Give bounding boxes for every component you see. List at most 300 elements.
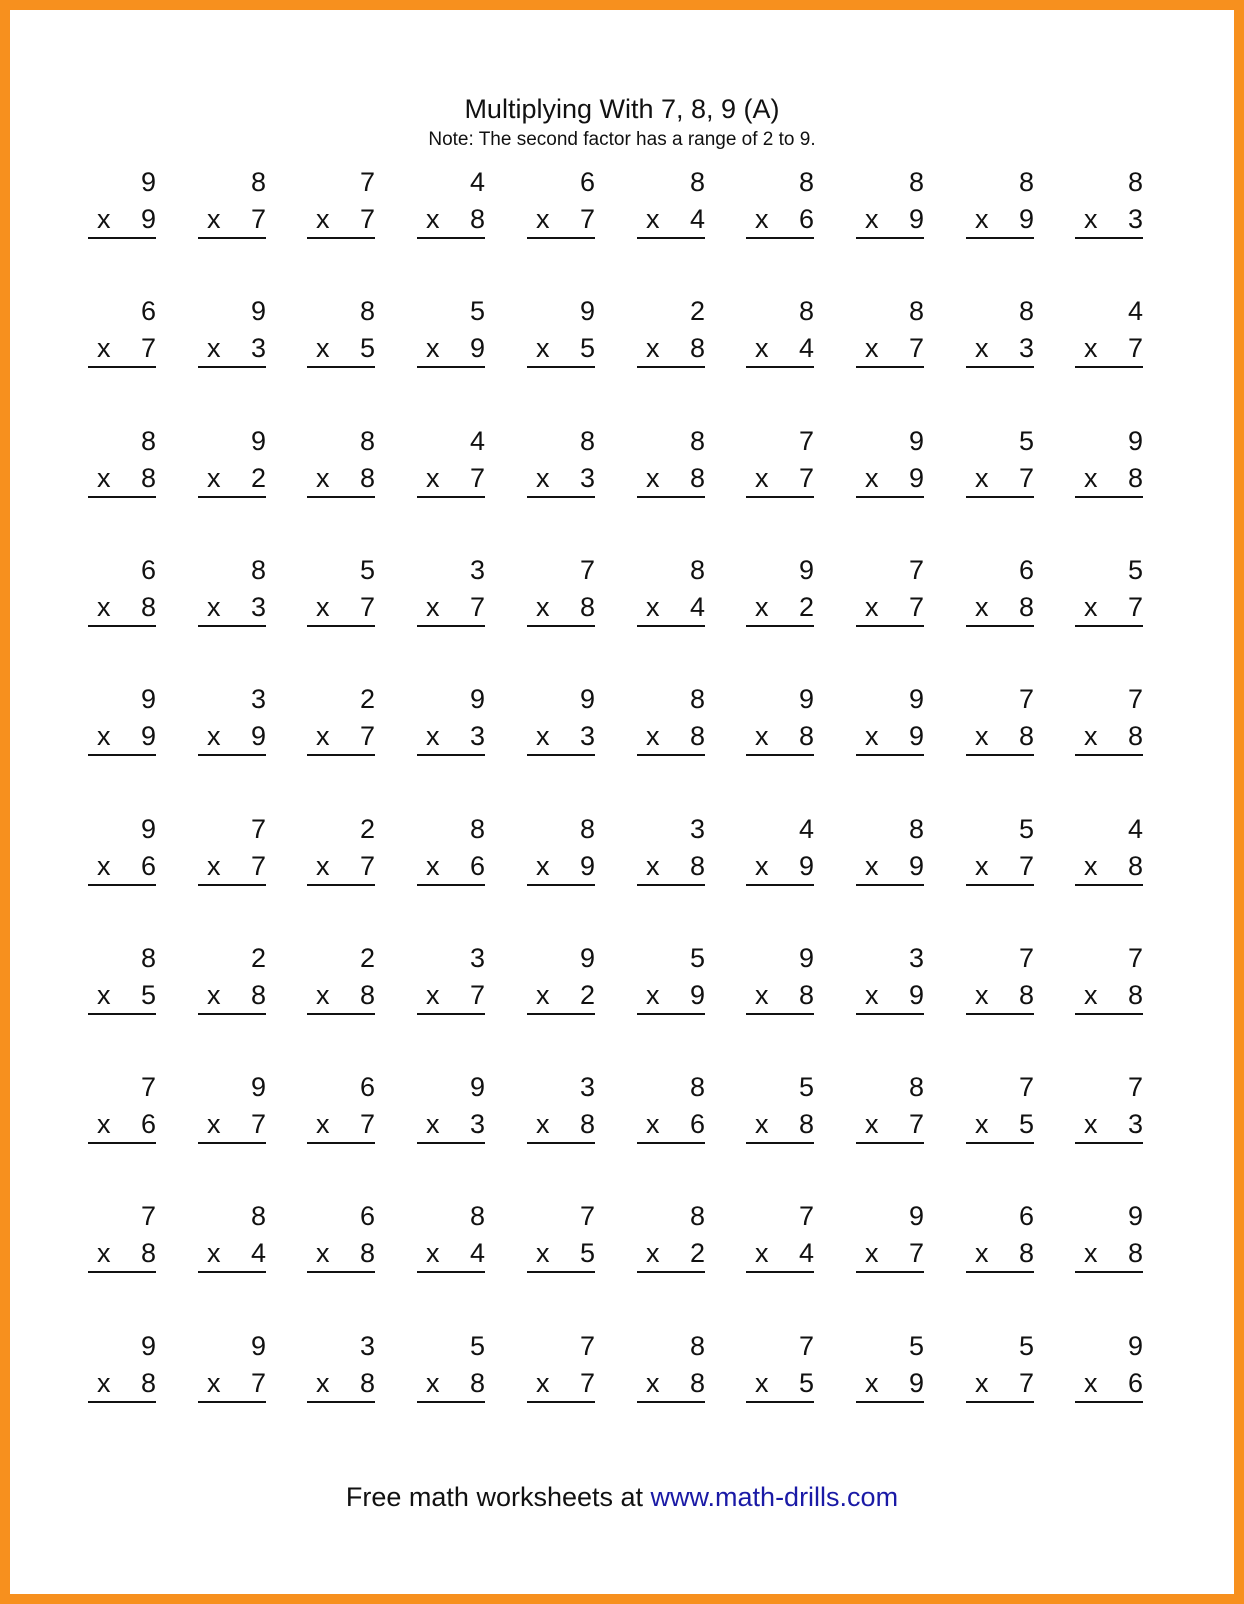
footer (10, 1480, 1234, 1514)
answer-line (637, 884, 705, 886)
problem-operator: x (1084, 721, 1098, 751)
problem-operator: x (755, 1238, 769, 1268)
problem-first-factor: 7 (798, 1331, 814, 1361)
problem-first-factor: 7 (798, 426, 814, 456)
problem (1075, 682, 1143, 756)
problem-second-factor: 7 (908, 1238, 924, 1268)
problem (856, 1070, 924, 1144)
problem-second-factor: 3 (1018, 333, 1034, 363)
answer-line (746, 1142, 814, 1144)
problem-operator: x (316, 592, 330, 622)
problem-second-factor: 5 (140, 980, 156, 1010)
problem-first-factor: 7 (140, 1072, 156, 1102)
answer-line (746, 1271, 814, 1273)
problem-operator: x (646, 1109, 660, 1139)
problem-first-factor: 5 (469, 1331, 485, 1361)
problem-first-factor: 9 (908, 684, 924, 714)
problem-first-factor: 8 (250, 555, 266, 585)
problem (966, 1329, 1034, 1403)
problem-operator: x (426, 1368, 440, 1398)
problem (198, 1199, 266, 1273)
problem (637, 941, 705, 1015)
problem-second-factor: 7 (908, 1109, 924, 1139)
problem-first-factor: 5 (1018, 426, 1034, 456)
problem-operator: x (865, 1238, 879, 1268)
problem-second-factor: 5 (579, 1238, 595, 1268)
problem (307, 1199, 375, 1273)
answer-line (637, 237, 705, 239)
answer-line (417, 1271, 485, 1273)
problem (88, 1199, 156, 1273)
problem (856, 553, 924, 627)
problem (198, 1329, 266, 1403)
answer-line (527, 1271, 595, 1273)
problem-second-factor: 8 (579, 1109, 595, 1139)
problem-operator: x (975, 592, 989, 622)
problem-first-factor: 9 (140, 1331, 156, 1361)
problem-operator: x (646, 1368, 660, 1398)
problem (856, 294, 924, 368)
problem-first-factor: 5 (1018, 814, 1034, 844)
problem-operator: x (755, 980, 769, 1010)
answer-line (856, 496, 924, 498)
problem-operator: x (646, 980, 660, 1010)
problem (966, 941, 1034, 1015)
problem (307, 553, 375, 627)
problem-first-factor: 8 (689, 1072, 705, 1102)
answer-line (527, 496, 595, 498)
problem-second-factor: 7 (1127, 592, 1143, 622)
problem-first-factor: 9 (250, 1072, 266, 1102)
problem-second-factor: 3 (250, 592, 266, 622)
problem (637, 1329, 705, 1403)
problem-first-factor: 2 (250, 943, 266, 973)
answer-line (88, 237, 156, 239)
problem-second-factor: 7 (250, 851, 266, 881)
problem-operator: x (646, 592, 660, 622)
problem-first-factor: 8 (689, 1201, 705, 1231)
problem (198, 165, 266, 239)
problem-first-factor: 8 (798, 296, 814, 326)
answer-line (746, 625, 814, 627)
problem (88, 294, 156, 368)
problem-second-factor: 9 (140, 204, 156, 234)
answer-line (966, 1013, 1034, 1015)
problem-first-factor: 9 (798, 684, 814, 714)
problem (527, 553, 595, 627)
answer-line (746, 237, 814, 239)
problem (637, 424, 705, 498)
answer-line (966, 1271, 1034, 1273)
problem-operator: x (755, 721, 769, 751)
problem-first-factor: 9 (140, 814, 156, 844)
problem (966, 1070, 1034, 1144)
problem-second-factor: 5 (579, 333, 595, 363)
answer-line (856, 237, 924, 239)
answer-line (637, 496, 705, 498)
problem-second-factor: 9 (908, 980, 924, 1010)
problem (1075, 1070, 1143, 1144)
problem (966, 812, 1034, 886)
problem-second-factor: 7 (798, 463, 814, 493)
problem-second-factor: 7 (250, 1368, 266, 1398)
problem (417, 424, 485, 498)
problem-second-factor: 7 (359, 204, 375, 234)
problem-second-factor: 3 (469, 1109, 485, 1139)
problem (966, 682, 1034, 756)
problem (1075, 941, 1143, 1015)
problem-second-factor: 7 (1018, 1368, 1034, 1398)
problem-operator: x (207, 1368, 221, 1398)
problem-operator: x (755, 1368, 769, 1398)
problem-operator: x (316, 333, 330, 363)
answer-line (198, 754, 266, 756)
problem-first-factor: 9 (1127, 426, 1143, 456)
problem-first-factor: 8 (689, 426, 705, 456)
problem (527, 941, 595, 1015)
problem-first-factor: 6 (1018, 1201, 1034, 1231)
problem-second-factor: 9 (908, 1368, 924, 1398)
problem-second-factor: 9 (469, 333, 485, 363)
problem (417, 682, 485, 756)
problem-operator: x (536, 721, 550, 751)
problem-second-factor: 7 (469, 980, 485, 1010)
problem-second-factor: 8 (689, 1368, 705, 1398)
answer-line (88, 1142, 156, 1144)
problem-operator: x (975, 1368, 989, 1398)
problem-second-factor: 4 (798, 1238, 814, 1268)
problem-second-factor: 5 (1018, 1109, 1034, 1139)
problem-second-factor: 8 (1018, 1238, 1034, 1268)
problem-operator: x (536, 980, 550, 1010)
answer-line (198, 496, 266, 498)
problem-first-factor: 8 (689, 555, 705, 585)
problem (527, 682, 595, 756)
problem-operator: x (207, 721, 221, 751)
answer-line (1075, 1013, 1143, 1015)
problem-second-factor: 6 (689, 1109, 705, 1139)
problem (637, 1199, 705, 1273)
answer-line (746, 496, 814, 498)
problem (417, 165, 485, 239)
problem-operator: x (426, 721, 440, 751)
problem (527, 1070, 595, 1144)
problem-second-factor: 4 (689, 592, 705, 622)
problem-second-factor: 8 (689, 333, 705, 363)
problem-operator: x (316, 980, 330, 1010)
answer-line (88, 754, 156, 756)
problem-second-factor: 6 (140, 851, 156, 881)
problem (198, 294, 266, 368)
problem-operator: x (97, 851, 111, 881)
problem (527, 165, 595, 239)
problem (856, 165, 924, 239)
problem-second-factor: 7 (140, 333, 156, 363)
answer-line (527, 754, 595, 756)
problem (856, 424, 924, 498)
problem-first-factor: 8 (140, 943, 156, 973)
problem (88, 553, 156, 627)
problem-second-factor: 7 (1018, 463, 1034, 493)
answer-line (637, 754, 705, 756)
worksheet-title: Multiplying With 7, 8, 9 (A) (464, 94, 780, 124)
problem (1075, 1329, 1143, 1403)
problem (527, 294, 595, 368)
problem (198, 1070, 266, 1144)
problem-second-factor: 7 (1018, 851, 1034, 881)
answer-line (1075, 1401, 1143, 1403)
problem-first-factor: 6 (140, 555, 156, 585)
problem-second-factor: 9 (689, 980, 705, 1010)
problem-first-factor: 9 (908, 426, 924, 456)
problem-grid (10, 10, 1234, 1594)
problem (746, 682, 814, 756)
problem-operator: x (755, 333, 769, 363)
problem-operator: x (1084, 851, 1098, 881)
problem-operator: x (207, 1109, 221, 1139)
problem-first-factor: 7 (1127, 943, 1143, 973)
problem (856, 812, 924, 886)
problem-operator: x (316, 204, 330, 234)
problem-operator: x (426, 851, 440, 881)
answer-line (198, 1271, 266, 1273)
problem-second-factor: 5 (359, 333, 375, 363)
problem-operator: x (1084, 1368, 1098, 1398)
answer-line (856, 1401, 924, 1403)
problem (966, 424, 1034, 498)
problem-first-factor: 8 (579, 814, 595, 844)
problem-first-factor: 6 (1018, 555, 1034, 585)
problem (417, 812, 485, 886)
problem (637, 294, 705, 368)
problem-operator: x (755, 592, 769, 622)
problem-second-factor: 3 (1127, 1109, 1143, 1139)
problem-second-factor: 6 (1127, 1368, 1143, 1398)
problem-second-factor: 3 (579, 721, 595, 751)
problem-second-factor: 8 (140, 463, 156, 493)
answer-line (1075, 625, 1143, 627)
problem (198, 682, 266, 756)
answer-line (88, 366, 156, 368)
problem (417, 1070, 485, 1144)
problem-second-factor: 9 (798, 851, 814, 881)
problem-second-factor: 2 (250, 463, 266, 493)
answer-line (198, 237, 266, 239)
answer-line (417, 754, 485, 756)
problem (88, 1329, 156, 1403)
answer-line (527, 1013, 595, 1015)
problem-operator: x (207, 851, 221, 881)
problem-operator: x (207, 592, 221, 622)
answer-line (637, 1271, 705, 1273)
problem (417, 553, 485, 627)
problem (527, 812, 595, 886)
problem-first-factor: 7 (1127, 684, 1143, 714)
answer-line (88, 884, 156, 886)
problem-operator: x (426, 204, 440, 234)
problem-second-factor: 8 (250, 980, 266, 1010)
problem-second-factor: 7 (359, 592, 375, 622)
problem-operator: x (426, 463, 440, 493)
problem-second-factor: 7 (579, 204, 595, 234)
problem-first-factor: 6 (140, 296, 156, 326)
problem-operator: x (975, 1238, 989, 1268)
problem-first-factor: 9 (250, 296, 266, 326)
answer-line (307, 1013, 375, 1015)
problem (307, 941, 375, 1015)
problem (966, 1199, 1034, 1273)
problem-second-factor: 9 (908, 463, 924, 493)
problem-operator: x (1084, 980, 1098, 1010)
problem (88, 165, 156, 239)
problem-operator: x (426, 1109, 440, 1139)
problem (1075, 165, 1143, 239)
answer-line (637, 1142, 705, 1144)
problem-first-factor: 8 (798, 167, 814, 197)
problem-second-factor: 3 (1127, 204, 1143, 234)
problem (966, 294, 1034, 368)
problem-first-factor: 5 (798, 1072, 814, 1102)
problem-second-factor: 7 (469, 463, 485, 493)
problem-second-factor: 9 (140, 721, 156, 751)
problem-second-factor: 2 (579, 980, 595, 1010)
problem-operator: x (426, 592, 440, 622)
problem-first-factor: 9 (250, 426, 266, 456)
problem (88, 1070, 156, 1144)
problem (746, 1070, 814, 1144)
problem-first-factor: 8 (359, 296, 375, 326)
problem-first-factor: 3 (579, 1072, 595, 1102)
footer-link[interactable]: www.math-drills.com (650, 1482, 899, 1512)
problem-first-factor: 3 (359, 1331, 375, 1361)
problem-first-factor: 8 (250, 1201, 266, 1231)
problem (637, 682, 705, 756)
problem-operator: x (975, 721, 989, 751)
answer-line (198, 1013, 266, 1015)
worksheet-note: Note: The second factor has a range of 2 to 9. (428, 129, 816, 150)
problem-first-factor: 7 (908, 555, 924, 585)
problem-operator: x (536, 1238, 550, 1268)
problem-operator: x (755, 204, 769, 234)
problem-second-factor: 9 (908, 204, 924, 234)
answer-line (198, 366, 266, 368)
answer-line (527, 1401, 595, 1403)
answer-line (746, 884, 814, 886)
problem-first-factor: 3 (689, 814, 705, 844)
problem-first-factor: 9 (140, 167, 156, 197)
answer-line (527, 625, 595, 627)
problem (307, 424, 375, 498)
problem-operator: x (97, 1238, 111, 1268)
problem-operator: x (1084, 204, 1098, 234)
problem-operator: x (646, 333, 660, 363)
problem-first-factor: 8 (359, 426, 375, 456)
problem-second-factor: 7 (250, 1109, 266, 1139)
answer-line (966, 1401, 1034, 1403)
answer-line (966, 366, 1034, 368)
problem (417, 1329, 485, 1403)
problem-operator: x (865, 463, 879, 493)
problem (417, 1199, 485, 1273)
problem (637, 553, 705, 627)
problem-second-factor: 8 (469, 204, 485, 234)
problem-first-factor: 9 (469, 684, 485, 714)
problem-second-factor: 8 (798, 980, 814, 1010)
answer-line (198, 1142, 266, 1144)
problem-operator: x (97, 463, 111, 493)
problem-operator: x (97, 1368, 111, 1398)
problem-first-factor: 3 (469, 555, 485, 585)
problem-second-factor: 6 (469, 851, 485, 881)
answer-line (856, 1142, 924, 1144)
answer-line (1075, 366, 1143, 368)
problem-operator: x (975, 980, 989, 1010)
problem-first-factor: 6 (359, 1201, 375, 1231)
problem-first-factor: 9 (798, 943, 814, 973)
problem-second-factor: 8 (1127, 463, 1143, 493)
problem-first-factor: 7 (579, 1331, 595, 1361)
problem-operator: x (207, 463, 221, 493)
problem-operator: x (316, 721, 330, 751)
problem-first-factor: 7 (579, 1201, 595, 1231)
answer-line (966, 1142, 1034, 1144)
problem-second-factor: 6 (798, 204, 814, 234)
problem (307, 1329, 375, 1403)
answer-line (637, 625, 705, 627)
problem (198, 941, 266, 1015)
problem-first-factor: 8 (908, 167, 924, 197)
problem-first-factor: 8 (1127, 167, 1143, 197)
problem-first-factor: 3 (250, 684, 266, 714)
problem-second-factor: 7 (359, 851, 375, 881)
problem (417, 941, 485, 1015)
answer-line (527, 366, 595, 368)
problem-first-factor: 9 (469, 1072, 485, 1102)
answer-line (307, 237, 375, 239)
problem-second-factor: 8 (359, 463, 375, 493)
problem-first-factor: 5 (1018, 1331, 1034, 1361)
answer-line (198, 625, 266, 627)
problem-second-factor: 6 (140, 1109, 156, 1139)
problem-operator: x (207, 333, 221, 363)
problem-first-factor: 9 (579, 296, 595, 326)
problem-first-factor: 8 (1018, 167, 1034, 197)
problem-operator: x (316, 1238, 330, 1268)
problem-first-factor: 9 (1127, 1201, 1143, 1231)
problem-operator: x (1084, 1109, 1098, 1139)
problem (307, 294, 375, 368)
problem-first-factor: 4 (469, 167, 485, 197)
problem-first-factor: 2 (689, 296, 705, 326)
problem (746, 941, 814, 1015)
problem (198, 812, 266, 886)
problem-first-factor: 9 (140, 684, 156, 714)
problem (637, 1070, 705, 1144)
problem-first-factor: 2 (359, 684, 375, 714)
answer-line (856, 754, 924, 756)
problem-first-factor: 9 (250, 1331, 266, 1361)
problem-operator: x (316, 1368, 330, 1398)
answer-line (1075, 884, 1143, 886)
problem-first-factor: 7 (140, 1201, 156, 1231)
problem-second-factor: 8 (1127, 980, 1143, 1010)
problem-operator: x (646, 851, 660, 881)
problem-first-factor: 9 (1127, 1331, 1143, 1361)
problem-second-factor: 9 (908, 851, 924, 881)
answer-line (966, 625, 1034, 627)
problem-second-factor: 9 (579, 851, 595, 881)
problem-second-factor: 3 (250, 333, 266, 363)
